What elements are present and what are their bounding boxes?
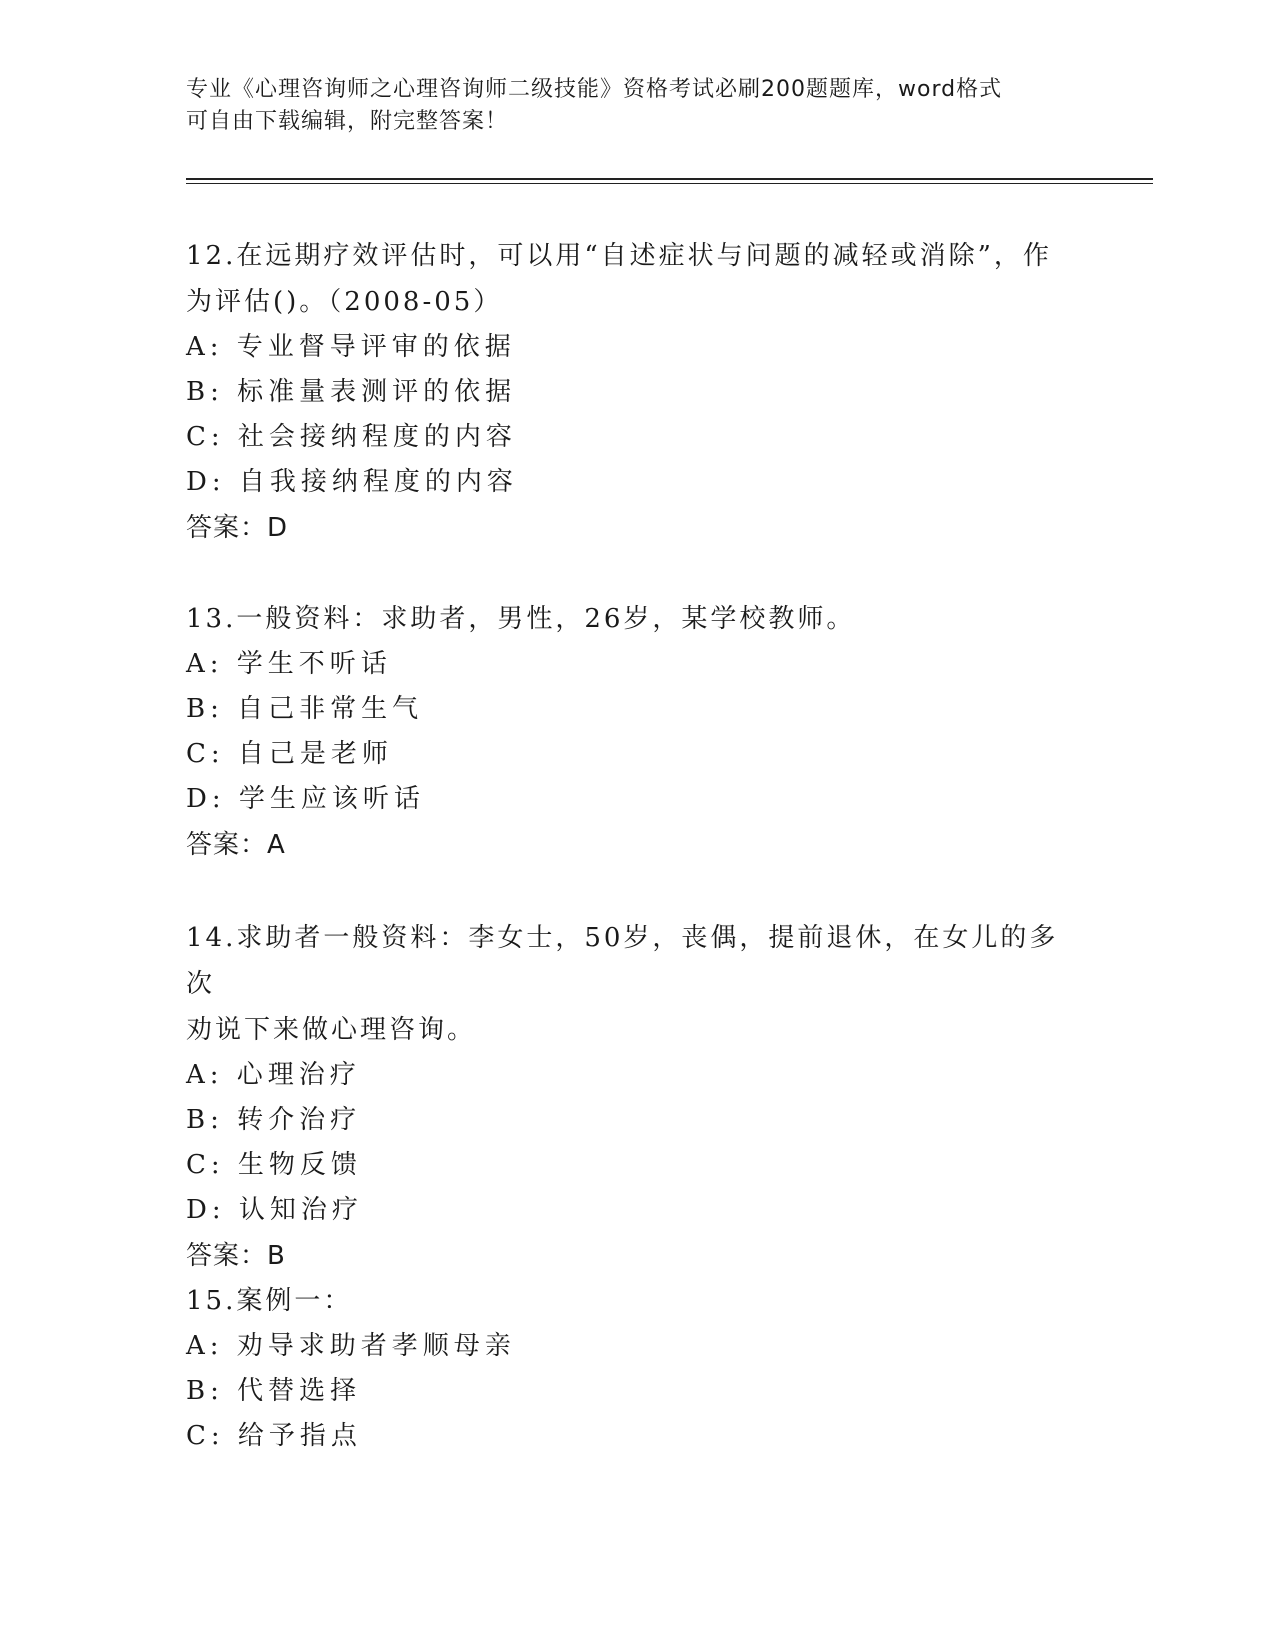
option-b: B: 标准量表测评的依据 — [186, 377, 517, 407]
option-b: B: 转介治疗 — [186, 1105, 362, 1135]
option-d: D: 自我接纳程度的内容 — [186, 467, 518, 497]
option-d: D: 学生应该听话 — [186, 784, 425, 814]
question-14 — [186, 915, 1086, 1279]
option-a: A: 学生不听话 — [186, 649, 392, 679]
option-c: C: 社会接纳程度的内容 — [186, 422, 517, 452]
answer: 答案：A — [186, 830, 286, 860]
option-c: C: 生物反馈 — [186, 1150, 362, 1180]
question-stem-line: 劝说下来做心理咨询。 — [186, 1015, 477, 1045]
question-12 — [186, 233, 1086, 551]
option-b: B: 代替选择 — [186, 1376, 362, 1406]
header-line-2: 可自由下载编辑，附完整答案！ — [186, 109, 509, 134]
option-c: C: 自己是老师 — [186, 739, 393, 769]
question-13 — [186, 596, 1086, 868]
option-a: A: 心理治疗 — [186, 1060, 361, 1090]
option-d: D: 认知治疗 — [186, 1195, 363, 1225]
question-stem-line: 15.案例一： — [186, 1286, 353, 1316]
question-stem-line: 为评估()。（2008-05） — [186, 287, 503, 317]
answer: 答案：B — [186, 1241, 286, 1271]
question-stem-line: 12.在远期疗效评估时，可以用“自述症状与问题的减轻或消除”，作 — [186, 241, 1052, 271]
header-divider — [186, 178, 1153, 184]
question-15 — [186, 1278, 1086, 1459]
document-header — [186, 74, 1066, 138]
answer: 答案：D — [186, 513, 289, 543]
question-stem-line: 14.求助者一般资料：李女士，50岁，丧偶，提前退休，在女儿的多次 — [186, 923, 1059, 999]
option-a: A: 劝导求助者孝顺母亲 — [186, 1331, 516, 1361]
option-c: C: 给予指点 — [186, 1421, 362, 1451]
header-line-1: 专业《心理咨询师之心理咨询师二级技能》资格考试必刷200题题库，word格式 — [186, 77, 1003, 102]
option-a: A: 专业督导评审的依据 — [186, 332, 516, 362]
option-b: B: 自己非常生气 — [186, 694, 424, 724]
question-stem-line: 13.一般资料：求助者，男性，26岁，某学校教师。 — [186, 604, 856, 634]
